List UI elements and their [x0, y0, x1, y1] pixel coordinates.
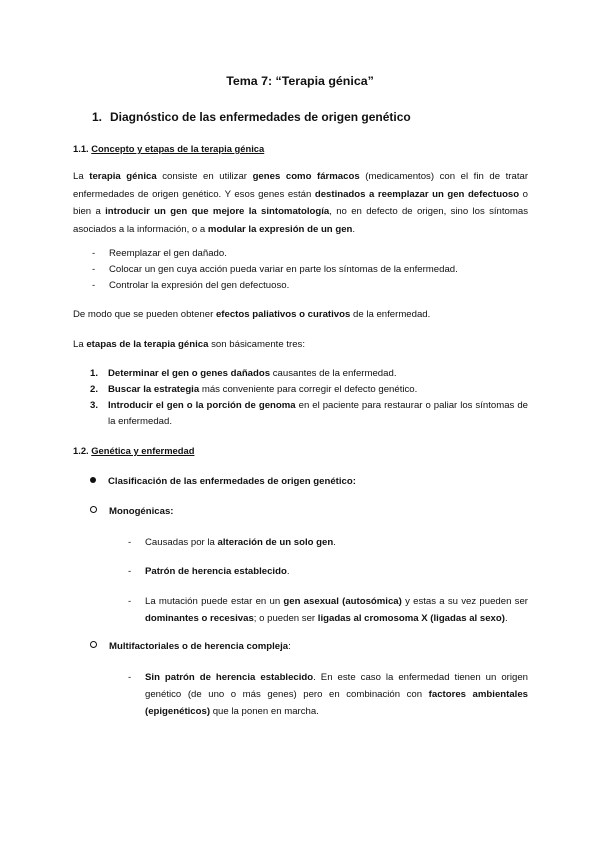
list-item: 2. Buscar la estrategia más conveniente para corregir el defecto genético.: [90, 384, 418, 395]
list-item: - Controlar la expresión del gen defectuoso.: [92, 280, 290, 291]
section-1-number: 1.: [92, 110, 103, 124]
paragraph-effects: De modo que se pueden obtener efectos paliativos o curativos de la enfermedad.: [73, 309, 431, 320]
list-item: - Colocar un gen cuya acción pueda variar en parte los síntomas de la enfermedad.: [92, 264, 458, 275]
subsection-1-2-number: 1.2.: [73, 445, 89, 456]
page-title: Tema 7: “Terapia génica”: [226, 74, 374, 88]
subsection-1-1-number: 1.1.: [73, 143, 89, 154]
paragraph-definition: La terapia génica consiste en utilizar genes como fármacos (medicamentos) con el fin de tratar enfermedades de origen genético. Y esos genes están destinados a reemplazar un gen defectuoso o bien a introducir un gen que mejore la sintomatología, no en defecto de origen, sino los síntomas asociados a la información, o a modular la expresión de un gen.: [73, 171, 529, 235]
list-item: - Causadas por la alteración de un solo gen.: [128, 537, 336, 548]
subsection-1-2-heading: [73, 443, 194, 459]
list-item: - Patrón de herencia establecido.: [128, 566, 290, 577]
filled-bullet-icon: [90, 477, 96, 483]
list-item: - Sin patrón de herencia establecido. En este caso la enfermedad tienen un origen genético (de uno o más genes) pero en combinación con factores ambientales (epigenéticos) que la ponen en marcha.: [128, 672, 529, 717]
list-item: 3. Introducir el gen o la porción de genoma en el paciente para restaurar o paliar los síntomas de la enfermedad.: [90, 400, 528, 427]
list-item: 1. Determinar el gen o genes dañados causantes de la enfermedad.: [90, 368, 397, 379]
section-1-heading: [92, 109, 411, 125]
subsection-1-2-title: Genética y enfermedad: [91, 445, 195, 456]
list-item: - La mutación puede estar en un gen asexual (autosómica) y estas a su vez pueden ser dominantes o recesivas; o pueden ser ligadas al cromosoma X (ligadas al sexo).: [128, 596, 528, 624]
bullet-classification: Clasificación de las enfermedades de origen genético:: [90, 474, 356, 490]
bullet-multifactorial: Multifactoriales o de herencia compleja:: [90, 639, 291, 655]
paragraph-stages-intro: La etapas de la terapia génica son básicamente tres:: [73, 339, 305, 350]
hollow-bullet-icon: [90, 641, 97, 648]
bullet-monogenic: Monogénicas:: [90, 504, 174, 520]
subsection-1-1-title: Concepto y etapas de la terapia génica: [91, 143, 265, 154]
hollow-bullet-icon: [90, 506, 97, 513]
subsection-1-1-heading: [73, 141, 264, 157]
list-item: - Reemplazar el gen dañado.: [92, 248, 227, 259]
section-1-title: Diagnóstico de las enfermedades de origen genético: [110, 110, 411, 124]
